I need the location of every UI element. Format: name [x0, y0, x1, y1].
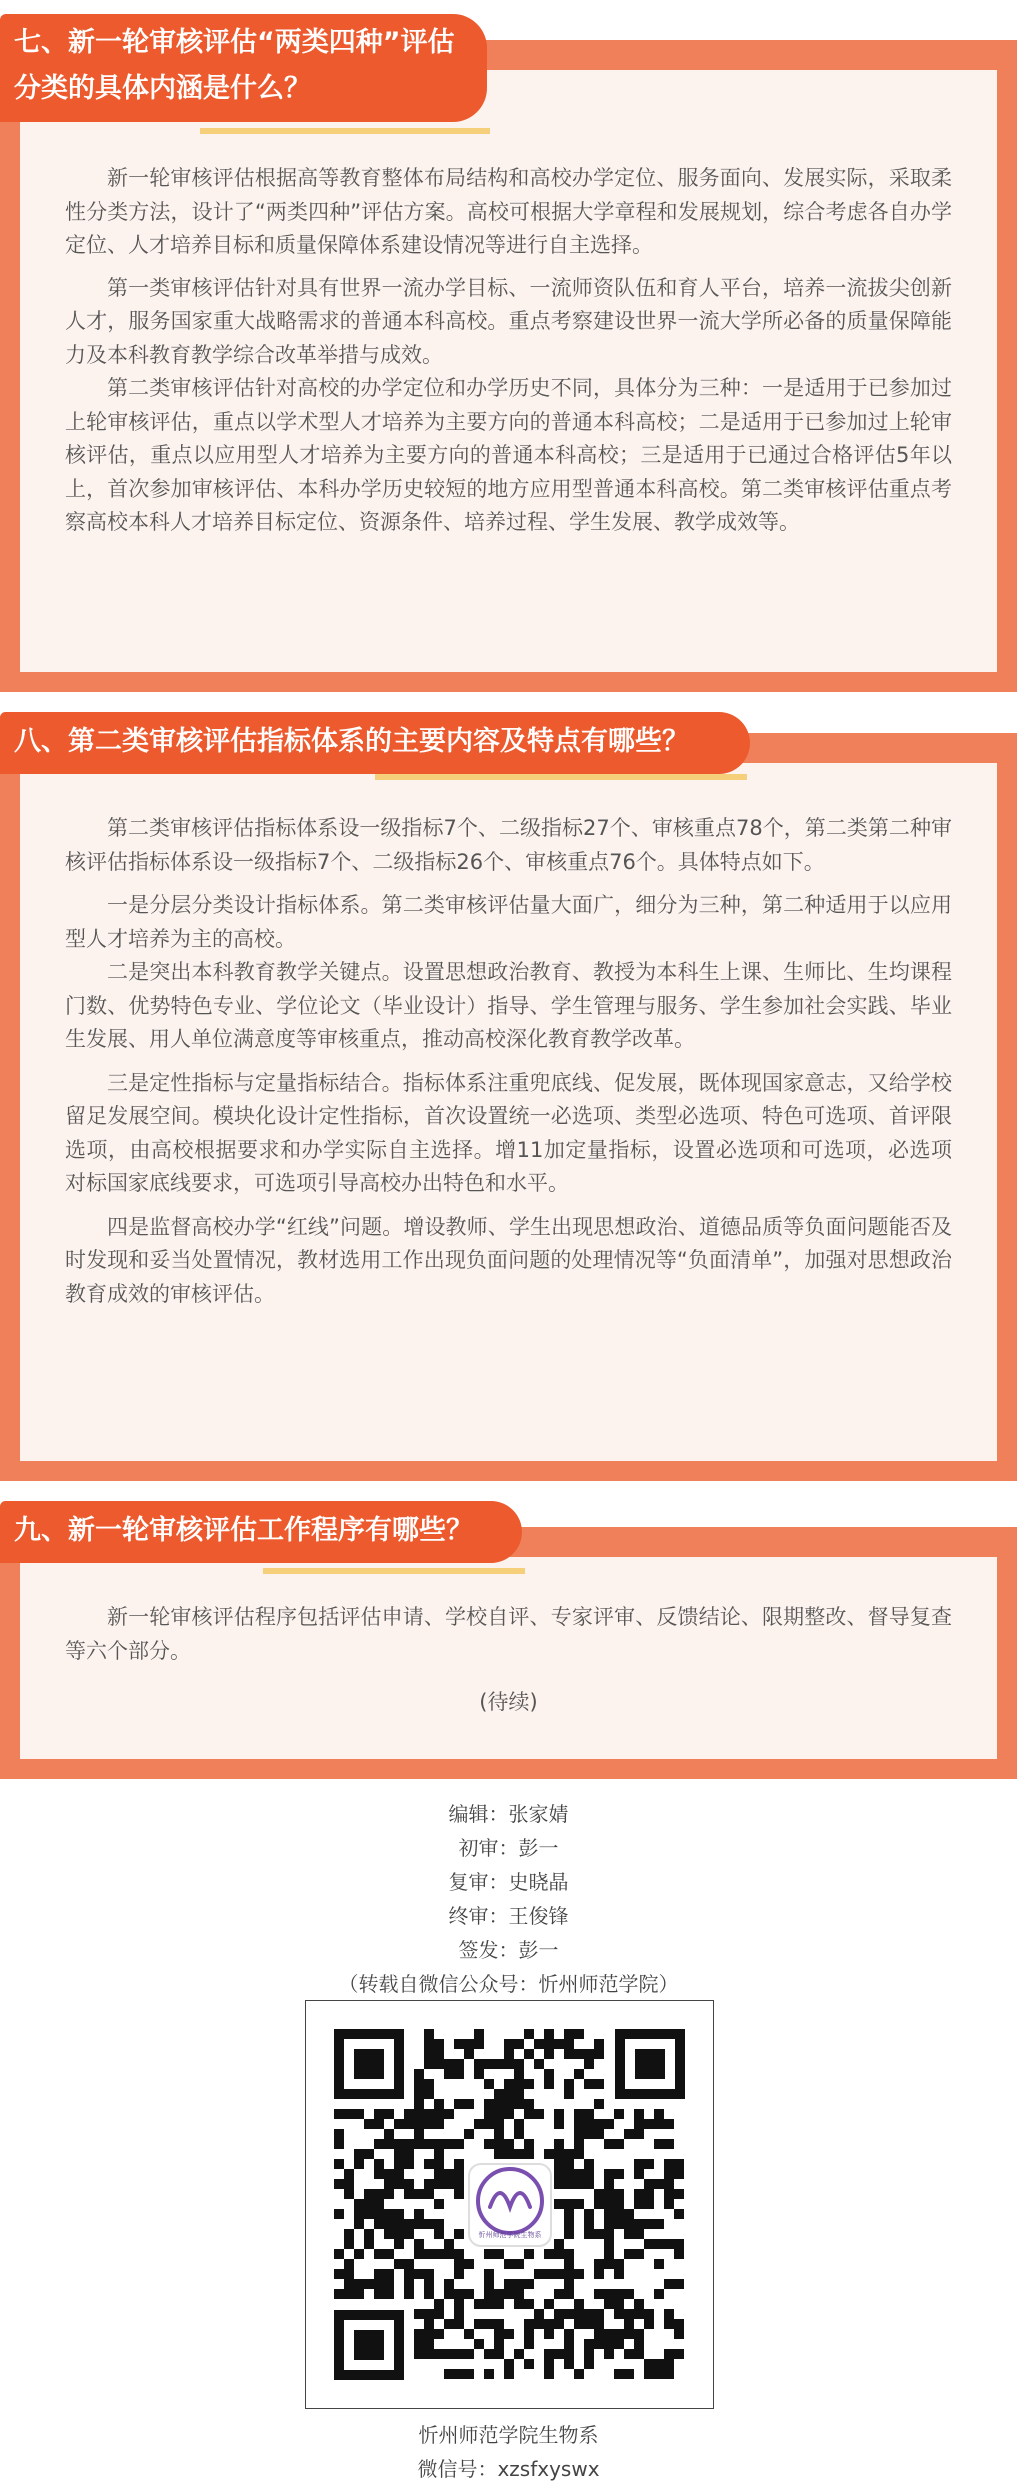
section-7-paragraph: 第二类审核评估针对高校的办学定位和办学历史不同，具体分为三种：一是适用于已参加过上轮审核评估，重点以学术型人才培养为主要方向的普通本科高校；二是适用于已参加过上轮审核评估，重点以应用型人才培养为主要方向的普通本科高校；三是适用于已通过合格评估5年以上，首次参加审核评估、本科办学历史较短的地方应用型普通本科高校。第二类审核评估重点考察高校本科人才培养目标定位、资源条件、培养过程、学生发展、教学成效等。	[65, 376, 952, 534]
section-8-paragraph: 一是分层分类设计指标体系。第二类审核评估量大面广，细分为三种，第二种适用于以应用型人才培养为主的高校。	[65, 893, 952, 951]
qr-logo-text: 忻州师范学院生物系	[478, 2231, 542, 2239]
section-9-body	[65, 1601, 952, 1719]
section-7-body	[65, 162, 952, 540]
footer-wechat-id: 微信号：xzsfxyswx	[417, 2457, 600, 2481]
section-8-body	[65, 812, 952, 1311]
section-8-paragraph: 二是突出本科教育教学关键点。设置思想政治教育、教授为本科生上课、生师比、生均课程门数、优势特色专业、学位论文（毕业设计）指导、学生管理与服务、学生参加社会实践、毕业生发展、用人单位满意度等审核重点，推动高校深化教育教学改革。	[65, 960, 952, 1051]
section-9-accent-line	[263, 1568, 525, 1574]
qr-code-image	[306, 2001, 713, 2408]
credit-issued: 签发：彭一	[458, 1938, 559, 1962]
section-9-paragraph: 新一轮审核评估程序包括评估申请、学校自评、专家评审、反馈结论、限期整改、督导复查等六个部分。	[65, 1605, 952, 1663]
qr-finder-top-left	[334, 2029, 404, 2099]
section-7-title-line2: 分类的具体内涵是什么？	[14, 73, 311, 104]
credit-editor: 编辑：张家婧	[448, 1802, 569, 1826]
credit-source: （转载自微信公众号：忻州师范学院）	[338, 1972, 679, 1996]
section-9-title: 九、新一轮审核评估工作程序有哪些？	[14, 1515, 473, 1546]
section-7-title-badge	[0, 14, 487, 122]
footer-org-name: 忻州师范学院生物系	[418, 2423, 599, 2447]
credit-first-review: 初审：彭一	[458, 1836, 559, 1860]
to-be-continued: (待续)	[479, 1690, 538, 1714]
section-8-title: 八、第二类审核评估指标体系的主要内容及特点有哪些？	[14, 726, 689, 757]
section-8-paragraph: 四是监督高校办学“红线”问题。增设教师、学生出现思想政治、道德品质等负面问题能否及时发现和妥当处置情况，教材选用工作出现负面问题的处理情况等“负面清单”，加强对思想政治教育成效的审核评估。	[65, 1214, 952, 1306]
section-8-accent-line	[375, 774, 747, 780]
section-7-paragraph: 新一轮审核评估根据高等教育整体布局结构和高校办学定位、服务面向、发展实际，采取柔性分类方法，设计了“两类四种”评估方案。高校可根据大学章程和发展规划，综合考虑各自办学定位、人才培养目标和质量保障体系建设情况等进行自主选择。	[65, 166, 952, 257]
qr-center-logo	[469, 2164, 551, 2246]
footer	[0, 2418, 1017, 2486]
qr-finder-top-right	[615, 2029, 685, 2099]
qr-code-frame	[305, 2000, 714, 2409]
section-8-paragraph: 第二类审核评估指标体系设一级指标7个、二级指标27个、审核重点78个，第二类第二种审核评估指标体系设一级指标7个、二级指标26个、审核重点76个。具体特点如下。	[65, 816, 952, 874]
credits	[0, 1797, 1017, 2001]
qr-finder-bottom-left	[334, 2310, 404, 2380]
section-7-accent-line	[200, 128, 490, 134]
credit-second-review: 复审：史晓晶	[448, 1870, 569, 1894]
section-7-title-line1: 七、新一轮审核评估“两类四种”评估	[14, 27, 455, 58]
section-7-paragraph: 第一类审核评估针对具有世界一流办学目标、一流师资队伍和育人平台，培养一流拔尖创新人才，服务国家重大战略需求的普通本科高校。重点考察建设世界一流大学所必备的质量保障能力及本科教育教学综合改革举措与成效。	[65, 275, 952, 367]
section-8-title-badge	[0, 712, 750, 774]
section-8-paragraph: 三是定性指标与定量指标结合。指标体系注重兜底线、促发展，既体现国家意志，又给学校留足发展空间。模块化设计定性指标，首次设置统一必选项、类型必选项、特色可选项、首评限选项，由高校根据要求和办学实际自主选择。增11加定量指标，设置必选项和可选项，必选项对标国家底线要求，可选项引导高校办出特色和水平。	[65, 1070, 952, 1195]
credit-final-review: 终审：王俊锋	[448, 1904, 569, 1928]
section-9-title-badge	[0, 1501, 522, 1563]
